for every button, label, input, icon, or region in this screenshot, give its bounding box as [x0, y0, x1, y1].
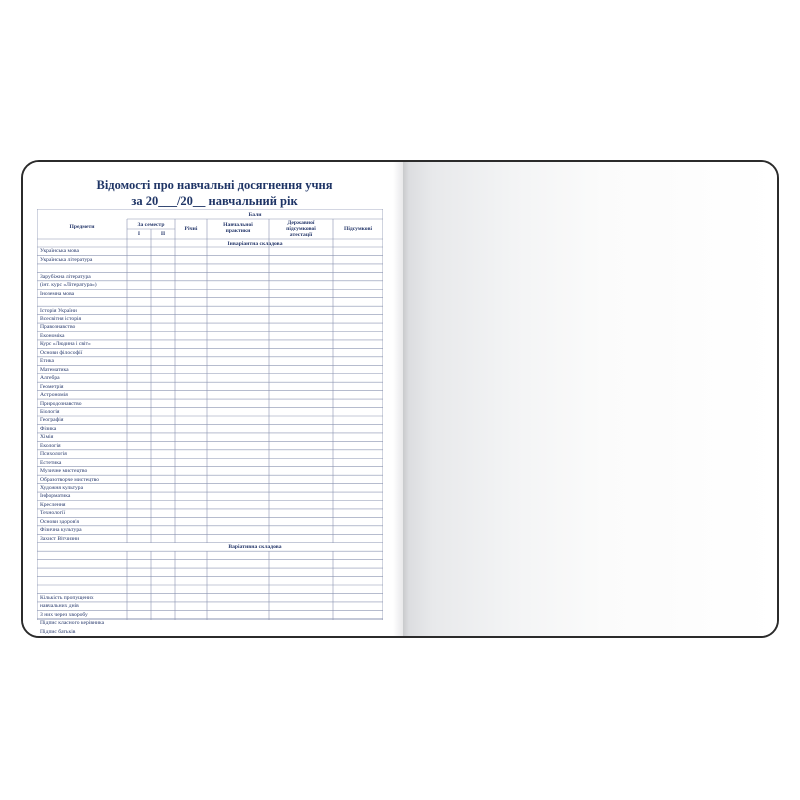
- page-gutter: [393, 162, 403, 636]
- subject-row: Історія України: [40, 307, 77, 314]
- subject-row: Економіка: [40, 332, 65, 339]
- subject-row: Алгебра: [40, 375, 60, 382]
- subject-row: Психологія: [40, 451, 67, 458]
- subject-row: Українська мова: [40, 248, 79, 255]
- subject-row: Креслення: [40, 501, 66, 508]
- footer-row: Підпис класного керівника: [40, 620, 105, 627]
- subject-row: Іноземна мова: [40, 290, 75, 297]
- header-final: Підсумкові: [343, 226, 373, 232]
- subject-row: Музичне мистецтво: [40, 468, 88, 475]
- subject-row: Геометрія: [40, 383, 64, 390]
- header-grades: Бали: [248, 212, 262, 218]
- page-title: Відомості про навчальні досягнення учня: [96, 178, 333, 192]
- open-diary: [21, 160, 779, 638]
- subject-row: Захист Вітчизни: [40, 535, 80, 542]
- header-subjects: Предмети: [69, 224, 95, 230]
- subject-row: Основи філософії: [40, 349, 83, 356]
- subject-row: (інт. курс «Література»): [40, 282, 97, 289]
- subject-row: Інформатика: [40, 493, 71, 500]
- table-lines: [37, 209, 383, 620]
- header-semester: За семестр: [137, 222, 165, 228]
- subject-row: Технології: [40, 510, 66, 517]
- footer-row: Кількість пропущених: [40, 594, 94, 601]
- footer-row: навчальних днів: [40, 603, 79, 610]
- subject-row: Фізична культура: [40, 527, 82, 534]
- subject-row: Правознавство: [40, 324, 76, 331]
- right-page: [403, 162, 777, 636]
- footer-row: З них через хворобу: [40, 611, 88, 618]
- subject-row: Курс «Людина і світ»: [40, 341, 91, 348]
- header-sem-1: I: [137, 231, 141, 237]
- subject-row: Всесвітня історія: [40, 316, 82, 322]
- subject-row: Українська література: [40, 256, 93, 263]
- header-practice: Навчальної практики: [223, 222, 253, 234]
- subject-row: Екологія: [40, 442, 61, 449]
- subject-row: Хімія: [40, 434, 54, 441]
- subject-row: Біологія: [40, 408, 60, 415]
- subject-row: Зарубіжна література: [40, 273, 91, 280]
- subject-row: Астрономія: [40, 392, 68, 399]
- subject-row: Математика: [40, 366, 69, 373]
- subject-row: Географія: [40, 417, 64, 424]
- left-page: [23, 162, 403, 636]
- subject-row: Етика: [40, 358, 54, 365]
- subject-row: Фізика: [40, 425, 57, 432]
- section-variable: Варіативна складова: [228, 544, 282, 551]
- grades-table: [37, 209, 383, 635]
- header-state-attestation: Державної підсумкової атестації: [286, 220, 316, 238]
- subject-row: Естетика: [40, 459, 62, 466]
- page-subtitle: за 20___/20__ навчальний рік: [131, 194, 298, 208]
- header-sem-2: II: [160, 231, 166, 237]
- header-annual: Річні: [184, 226, 198, 232]
- section-invariant: Інваріантна складова: [227, 241, 283, 247]
- subject-row: Художня культура: [40, 485, 84, 491]
- subject-row: Основи здоров'я: [40, 518, 79, 525]
- subject-row: Образотворче мистецтво: [40, 476, 100, 483]
- subject-row: Природознавство: [40, 400, 82, 407]
- footer-row: Підпис батьків: [40, 628, 76, 635]
